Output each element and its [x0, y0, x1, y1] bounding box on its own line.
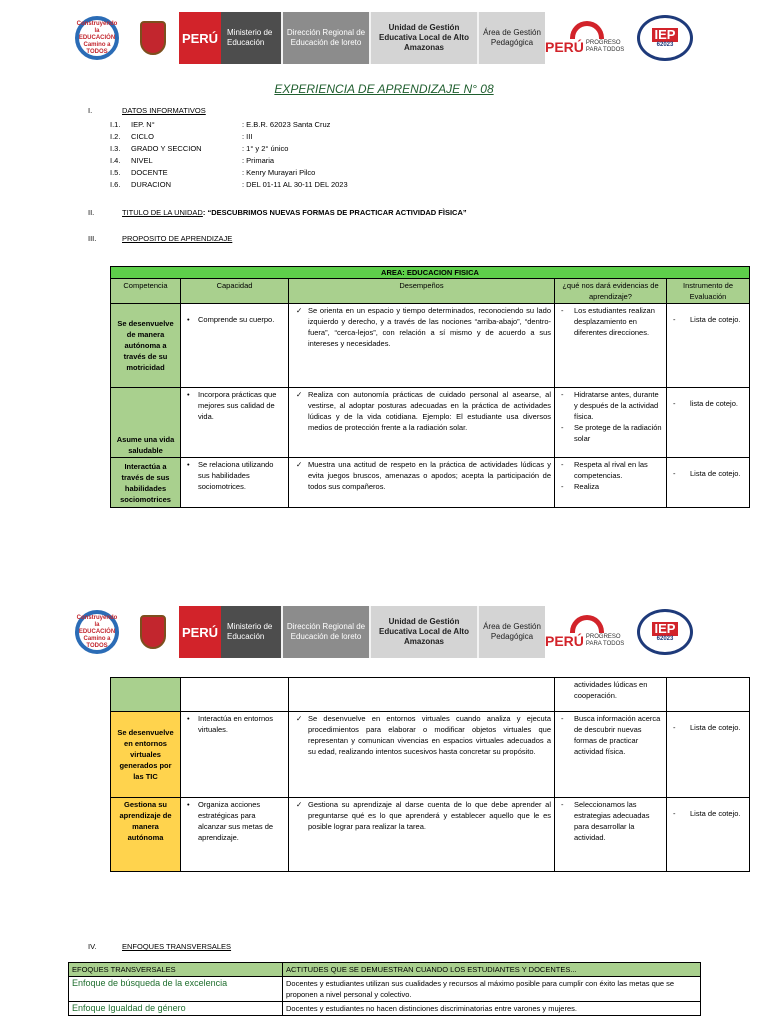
capacidad-cell: • Comprende su cuerpo. — [184, 314, 285, 325]
page-title: EXPERIENCIA DE APRENDIZAJE N° 08 — [274, 82, 494, 96]
desempeno-cell: ✓ Gestiona su aprendizaje al darse cuenta de lo que debe aprender al preguntarse qué es lo que aprenderá y establecer aquello que le es posible lograr para realizar la tarea. — [292, 799, 551, 832]
instrumento-cell: - Lista de cotejo. — [670, 722, 746, 733]
iep-badge — [629, 606, 701, 658]
table-row — [111, 304, 750, 388]
evidencia-item: - Respeta al rival en las competencias. — [558, 459, 663, 481]
capacidad-cell: • Interactúa en entornos virtuales. — [184, 713, 285, 735]
education-logo — [67, 12, 127, 64]
peru-brand-logo — [545, 12, 629, 64]
proposito-table — [110, 266, 750, 508]
enfoque-text: Docentes y estudiantes utilizan sus cualidades y recursos al máximo posible para cumplir con éxito las metas que se proponen a nivel personal y colectivo. — [283, 977, 701, 1002]
competencia-cell: Interactúa a través de sus habilidades sociomotrices — [111, 458, 181, 508]
competencia-cell: Se desenvuelve de manera autónoma a través de su motricidad — [111, 304, 181, 388]
evidencia-item: - Se protege de la radiación solar — [558, 422, 663, 444]
instrumento-cell: - lista de cotejo. — [670, 398, 746, 409]
section-number: I. — [88, 106, 93, 115]
table-row — [111, 678, 750, 712]
evidencia-item: actividades lúdicas en cooperación. — [555, 678, 667, 712]
evidencia-item: - Realiza — [558, 481, 663, 492]
section-title: PROPOSITO DE APRENDIZAJE — [122, 234, 233, 243]
table-row — [69, 1002, 701, 1016]
desempeno-cell: ✓ Se orienta en un espacio y tiempo determinados, reconociendo su lado izquierdo y derecho, y a través de las nociones “arriba-abajo”, “dentro-fuera”, “cerca-lejos”, con relación a sí mismo y de acuerdo a sus intereses y necesidades. — [292, 305, 551, 349]
column-header: Desempeños — [289, 279, 555, 304]
direccion-label: Dirección Regional de Educación de loreto — [283, 606, 369, 658]
competencia-cell: Asume una vida saludable — [111, 388, 181, 458]
column-header: ¿qué nos dará evidencias de aprendizaje? — [555, 279, 667, 304]
peru-brand-text: PERÚ — [545, 39, 584, 55]
ugel-label: Unidad de Gestión Educativa Local de Alto Amazonas — [371, 12, 477, 64]
section-number: III. — [88, 234, 97, 243]
evidencia-item: - Busca información acerca de descubrir nuevas formas de practicar actividad física. — [558, 713, 663, 757]
column-header: Capacidad — [181, 279, 289, 304]
enfoque-text: Docentes y estudiantes no hacen distinciones discriminatorias entre varones y mujeres. — [283, 1002, 701, 1016]
evidencia-item: - Seleccionamos las estrategias adecuadas para desarrollar la actividad. — [558, 799, 663, 843]
column-header: Competencia — [111, 279, 181, 304]
capacidad-cell: • Se relaciona utilizando sus habilidades sociomotrices. — [184, 459, 285, 492]
proposito-table-continued — [110, 677, 750, 872]
table-row — [111, 388, 750, 458]
column-header-row — [111, 279, 750, 304]
instrumento-cell: - Lista de cotejo. — [670, 314, 746, 325]
peru-label: PERÚ — [179, 12, 221, 64]
capacidad-cell: • Organiza acciones estratégicas para alcanzar sus metas de aprendizaje. — [184, 799, 285, 843]
desempeno-cell: ✓ Se desenvuelve en entornos virtuales cuando analiza y ejecuta procedimientos para elaborar o modificar objetos virtuales que representan y comunican vivencias en espacios virtuales adecuados a su edad, realizando intentos sucesivos hasta concretar su propósito. — [292, 713, 551, 757]
section-title: DATOS INFORMATIVOS — [122, 106, 206, 115]
iep-badge-label: IEP — [652, 28, 679, 42]
competencia-cell: Se desenvuelve en entornos virtuales generados por las TIC — [111, 712, 181, 798]
table-row — [111, 712, 750, 798]
area-header: AREA: EDUCACION FISICA — [111, 267, 750, 279]
education-logo — [67, 606, 127, 658]
education-logo-text: Construyendo la EDUCACIÓN Camino a TODOS — [75, 16, 119, 60]
ministerio-label: Ministerio de Educación — [221, 12, 281, 64]
section-number: IV. — [88, 942, 97, 951]
evidencia-item: - Los estudiantes realizan desplazamiento en diferentes direcciones. — [558, 305, 663, 338]
desempeno-cell: ✓ Realiza con autonomía prácticas de cuidado personal al asearse, al vestirse, al adoptar posturas adecuadas en la práctica de actividades lúdicas y de la vida cotidiana. Ejemplo: El estudiante usa diversos medios de protección frente a la radiación solar. — [292, 389, 551, 433]
capacidad-cell: • Incorpora prácticas que mejores sus calidad de vida. — [184, 389, 285, 422]
coat-of-arms-icon — [127, 12, 179, 64]
instrumento-cell: - Lista de cotejo. — [670, 468, 746, 479]
area-header-row — [111, 267, 750, 279]
iep-badge — [629, 12, 701, 64]
column-header: Instrumento de Evaluación — [667, 279, 750, 304]
ugel-label: Unidad de Gestión Educativa Local de Alto Amazonas — [371, 606, 477, 658]
table-row — [111, 458, 750, 508]
column-header: ACTITUDES QUE SE DEMUESTRAN CUANDO LOS ESTUDIANTES Y DOCENTES... — [283, 963, 701, 977]
unit-title: : “DESCUBRIMOS NUEVAS FORMAS DE PRACTICAR ACTIVIDAD FÌSICA” — [202, 208, 467, 217]
direccion-label: Dirección Regional de Educación de loreto — [283, 12, 369, 64]
peru-tagline: PROGRESO PARA TODOS — [585, 634, 625, 647]
column-header: EFOQUES TRANSVERSALES — [69, 963, 283, 977]
peru-brand-text: PERÚ — [545, 633, 584, 649]
section-number: II. — [88, 208, 95, 217]
area-label: Área de Gestión Pedagógica — [479, 606, 545, 658]
section-title: ENFOQUES TRANSVERSALES — [122, 942, 232, 951]
peru-brand-logo — [545, 606, 629, 658]
area-label: Área de Gestión Pedagógica — [479, 12, 545, 64]
desempeno-cell: ✓ Muestra una actitud de respeto en la práctica de actividades lúdicas y evita juegos bruscos, amenazas o apodos; acepta la participación de todos sus compañeros. — [292, 459, 551, 492]
table-row — [111, 798, 750, 872]
enfoques-header-row — [69, 963, 701, 977]
section-title: TITULO DE LA UNIDAD — [122, 208, 203, 217]
peru-label: PERÚ — [179, 606, 221, 658]
coat-of-arms-icon — [127, 606, 179, 658]
iep-badge-label: IEP — [652, 622, 679, 636]
iep-badge-number: 62023 — [656, 42, 674, 48]
enfoque-name: Enfoque Igualdad de género — [69, 1002, 283, 1016]
iep-badge-number: 62023 — [656, 636, 674, 642]
peru-tagline: PROGRESO PARA TODOS — [585, 40, 625, 53]
instrumento-cell: - Lista de cotejo. — [670, 808, 746, 819]
table-row — [69, 977, 701, 1002]
enfoques-table — [68, 962, 701, 1016]
enfoque-name: Enfoque de búsqueda de la excelencia — [69, 977, 283, 1002]
evidencia-item: - Hidratarse antes, durante y después de la actividad física. — [558, 389, 663, 422]
competencia-cell: Gestiona su aprendizaje de manera autónoma — [111, 798, 181, 872]
education-logo-text: Construyendo la EDUCACIÓN Camino a TODOS — [75, 610, 119, 654]
competencia-cell — [111, 678, 181, 712]
header-banner — [67, 12, 701, 64]
header-banner-page2 — [67, 606, 701, 658]
ministerio-label: Ministerio de Educación — [221, 606, 281, 658]
